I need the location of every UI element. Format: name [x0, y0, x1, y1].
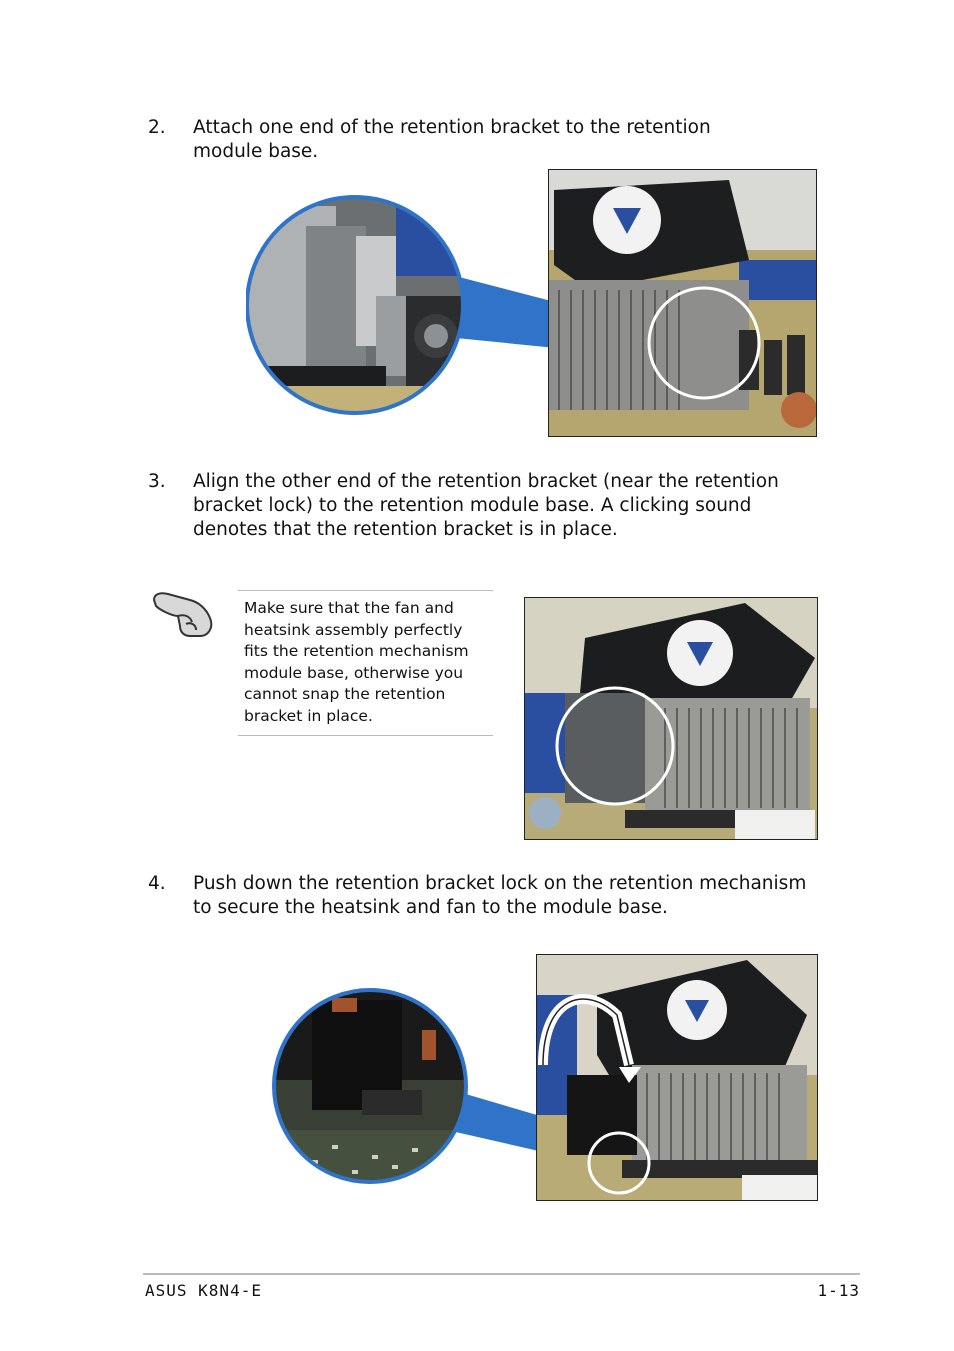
step-text: Attach one end of the retention bracket to the retention module base. [193, 117, 711, 162]
step-3-photo [524, 597, 818, 840]
step-number: 4. [148, 873, 166, 894]
step-text: Align the other end of the retention bracket (near the retention bracket lock) to the retention module base. A clicking sound denotes that the retention bracket is in place. [193, 471, 779, 540]
step-4-photo [536, 954, 818, 1201]
note-text: Make sure that the fan and heatsink assembly perfectly fits the retention mechanism module base, otherwise you cannot snap the retention bracket in place. [244, 599, 469, 725]
step-number: 3. [148, 471, 166, 492]
step-text: Push down the retention bracket lock on the retention mechanism to secure the heatsink and fan to the module base. [193, 873, 807, 918]
footer-product-name: ASUS K8N4-E [145, 1281, 262, 1300]
step-number: 2. [148, 117, 166, 138]
note-box [238, 590, 493, 736]
step-2-photo [548, 169, 817, 437]
pointing-hand-icon [150, 586, 216, 644]
footer-rule [143, 1273, 860, 1275]
footer-page-number: 1-13 [817, 1281, 860, 1300]
